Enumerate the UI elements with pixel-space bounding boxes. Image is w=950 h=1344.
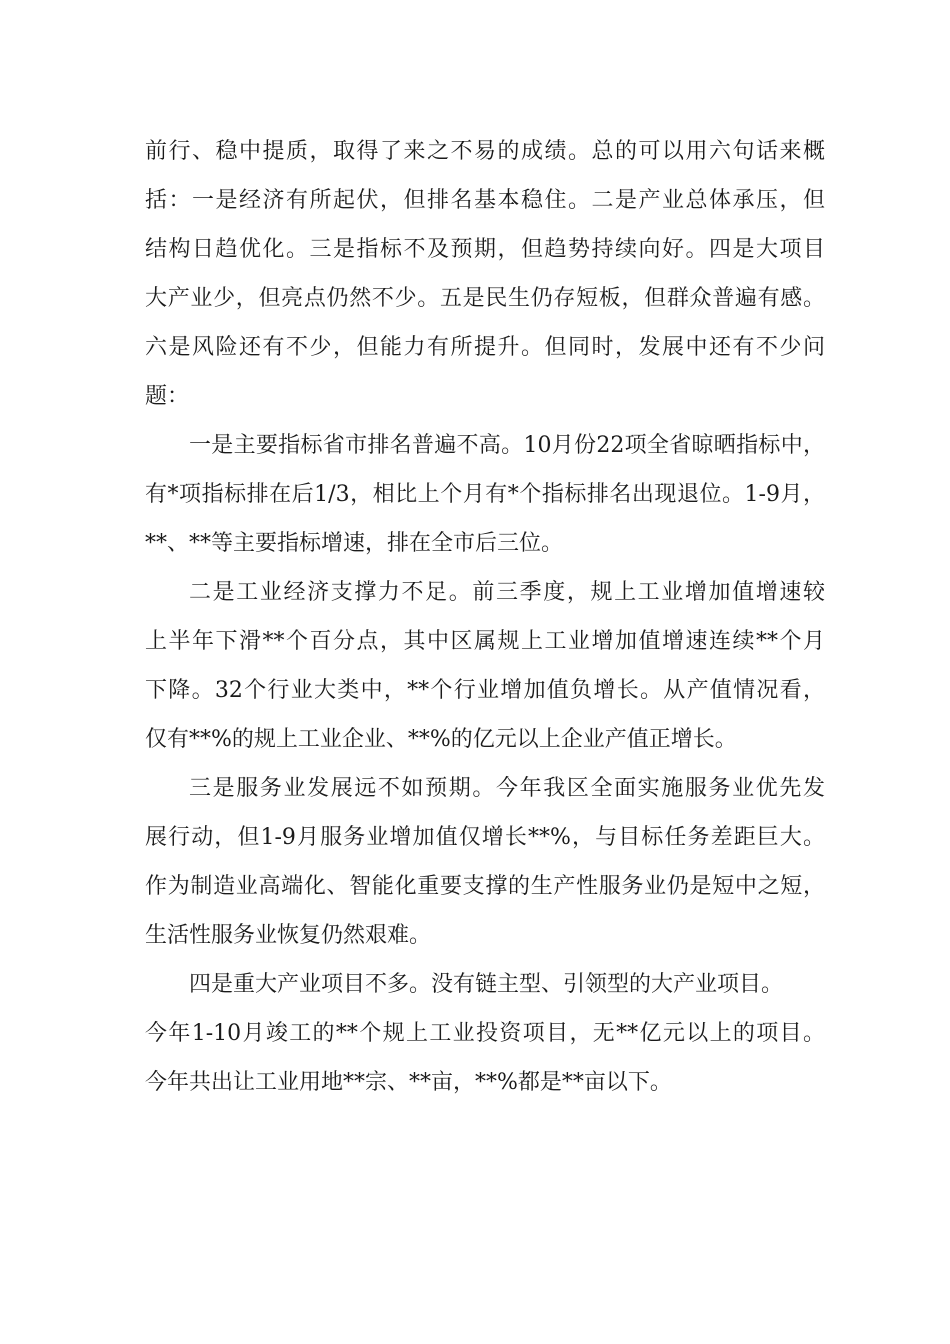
text-line: 今年共出让工业用地**宗、**亩，**%都是**亩以下。 bbox=[145, 1070, 672, 1095]
paragraph-first-line: 三是服务业发展远不如预期。今年我区全面实施服务业优先发 bbox=[189, 776, 825, 801]
text-line: 大产业少，但亮点仍然不少。五是民生仍存短板，但群众普遍有感。 bbox=[145, 286, 825, 311]
text-line: 今年1-10月竣工的**个规上工业投资项目，无**亿元以上的项目。 bbox=[145, 1021, 825, 1046]
text-line: 展行动，但1-9月服务业增加值仅增长**%，与目标任务差距巨大。 bbox=[145, 825, 825, 850]
text-line: 作为制造业高端化、智能化重要支撑的生产性服务业仍是短中之短， bbox=[145, 874, 825, 899]
text-line: 前行、稳中提质，取得了来之不易的成绩。总的可以用六句话来概 bbox=[145, 139, 825, 164]
text-line: 括：一是经济有所起伏，但排名基本稳住。二是产业总体承压，但 bbox=[145, 188, 825, 213]
text-line: 仅有**%的规上工业企业、**%的亿元以上企业产值正增长。 bbox=[145, 727, 737, 752]
paragraph-first-line: 四是重大产业项目不多。没有链主型、引领型的大产业项目。 bbox=[189, 972, 784, 997]
text-line: 结构日趋优化。三是指标不及预期，但趋势持续向好。四是大项目 bbox=[145, 237, 825, 262]
text-line: **、**等主要指标增速，排在全市后三位。 bbox=[145, 531, 564, 556]
text-line: 六是风险还有不少，但能力有所提升。但同时，发展中还有不少问 bbox=[145, 335, 825, 360]
document-body bbox=[145, 127, 825, 1107]
text-line: 上半年下滑**个百分点，其中区属规上工业增加值增速连续**个月 bbox=[145, 629, 825, 654]
paragraph-first-line: 一是主要指标省市排名普遍不高。10月份22项全省晾晒指标中， bbox=[189, 433, 825, 458]
text-line: 生活性服务业恢复仍然艰难。 bbox=[145, 923, 432, 948]
text-line: 题： bbox=[145, 384, 190, 409]
paragraph-first-line: 二是工业经济支撑力不足。前三季度，规上工业增加值增速较 bbox=[189, 580, 825, 605]
text-line: 下降。32个行业大类中，**个行业增加值负增长。从产值情况看， bbox=[145, 678, 825, 703]
text-line: 有*项指标排在后1/3，相比上个月有*个指标排名出现退位。1-9月， bbox=[145, 482, 825, 507]
